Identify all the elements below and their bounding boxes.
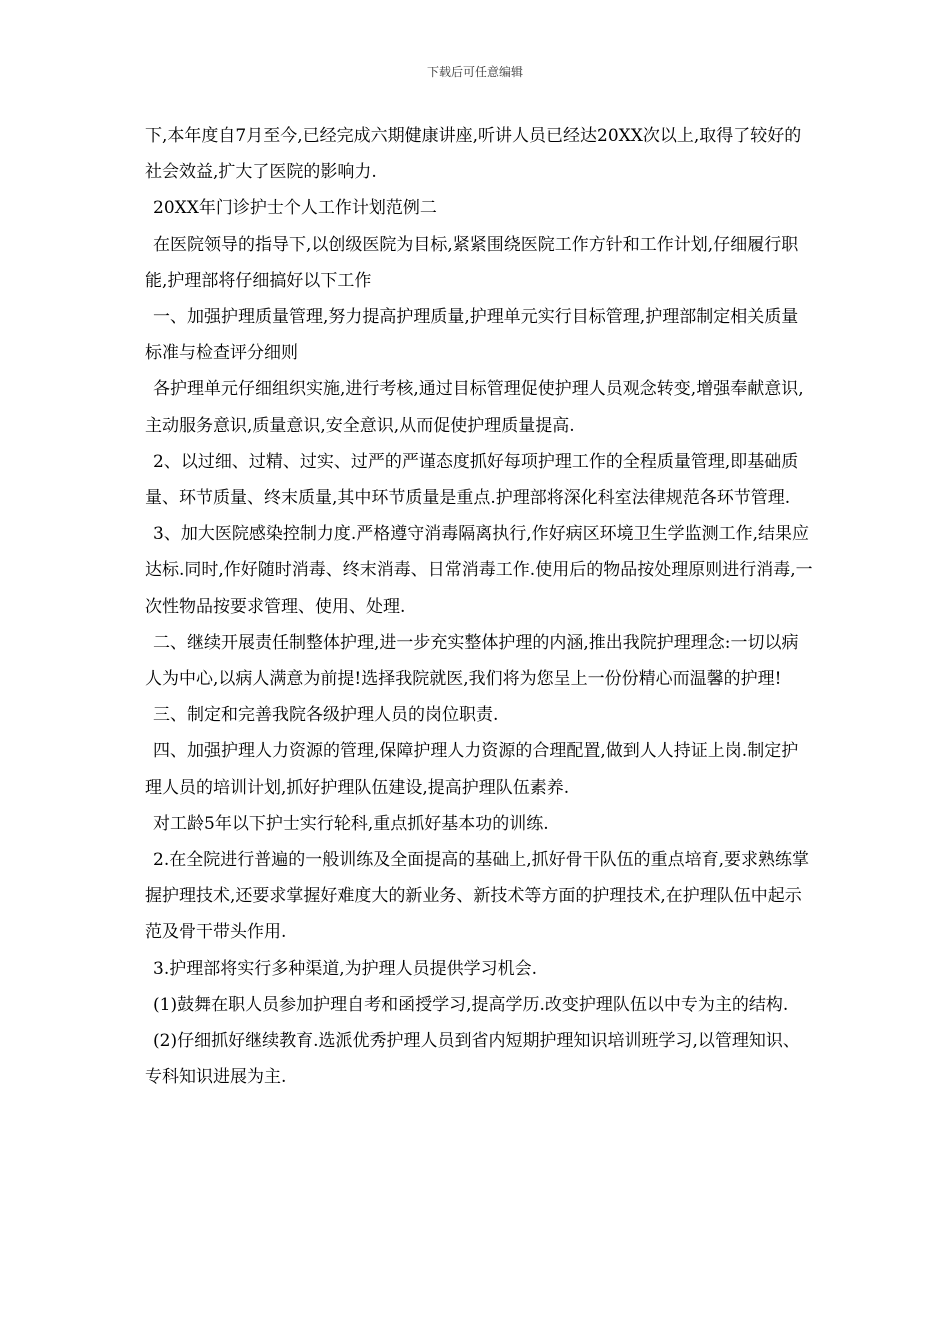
- page-header: 下载后可任意编辑: [426, 65, 523, 79]
- paragraph-item-4-2: 2.在全院进行普遍的一般训练及全面提高的基础上,抓好骨干队伍的重点培育,要求熟练掌握护理技术,还要求掌握好难度大的新业务、新技术等方面的护理技术,在护理队伍中起示范及骨干带头作用.: [145, 850, 810, 943]
- paragraph-item-4: 四、加强护理人力资源的管理,保障护理人力资源的合理配置,做到人人持证上岗.制定护理人员的培训计划,抓好护理队伍建设,提高护理队伍素养.: [145, 741, 799, 798]
- paragraph-item-1-detail: 各护理单元仔细组织实施,进行考核,通过目标管理促使护理人员观念转变,增强奉献意识,主动服务意识,质量意识,安全意识,从而促使护理质量提高.: [145, 379, 804, 436]
- paragraph-item-4-3-1: (1)鼓舞在职人员参加护理自考和函授学习,提高学历.改变护理队伍以中专为主的结构.: [153, 994, 789, 1015]
- paragraph-item-3: 三、制定和完善我院各级护理人员的岗位职责.: [153, 705, 499, 726]
- paragraph-item-1-3: 3、加大医院感染控制力度.严格遵守消毒隔离执行,作好病区环境卫生学监测工作,结果应达标.同时,作好随时消毒、终末消毒、日常消毒工作.使用后的物品按处理原则进行消毒,一次性物品按要求管理、使用、处理.: [145, 524, 813, 617]
- paragraph-item-1-2: 2、以过细、过精、过实、过严的严谨态度抓好每项护理工作的全程质量管理,即基础质量、环节质量、终末质量,其中环节质量是重点.护理部将深化科室法律规范各环节管理.: [145, 451, 799, 509]
- paragraph-item-4-3-2: (2)仔细抓好继续教育.选派优秀护理人员到省内短期护理知识培训班学习,以管理知识、专科知识进展为主.: [145, 1031, 800, 1088]
- paragraph-intro: 在医院领导的指导下,以创级医院为目标,紧紧围绕医院工作方针和工作计划,仔细履行职能,护理部将仔细搞好以下工作: [145, 234, 799, 291]
- document-body: [145, 118, 815, 1095]
- paragraph-1: 下,本年度自7月至今,已经完成六期健康讲座,听讲人员已经达20XX次以上,取得了较好的社会效益,扩大了医院的影响力.: [145, 126, 802, 183]
- paragraph-item-2: 二、继续开展责任制整体护理,进一步充实整体护理的内涵,推出我院护理理念:一切以病人为中心,以病人满意为前提!选择我院就医,我们将为您呈上一份份精心而温馨的护理!: [145, 632, 799, 690]
- paragraph-item-4-3: 3.护理部将实行多种渠道,为护理人员提供学习机会.: [153, 958, 538, 979]
- paragraph-item-4-1: 对工龄5年以下护士实行轮科,重点抓好基本功的训练.: [153, 813, 549, 834]
- paragraph-item-1: 一、加强护理质量管理,努力提高护理质量,护理单元实行目标管理,护理部制定相关质量标准与检查评分细则: [145, 307, 799, 364]
- section-title: 20XX年门诊护士个人工作计划范例二: [153, 198, 437, 219]
